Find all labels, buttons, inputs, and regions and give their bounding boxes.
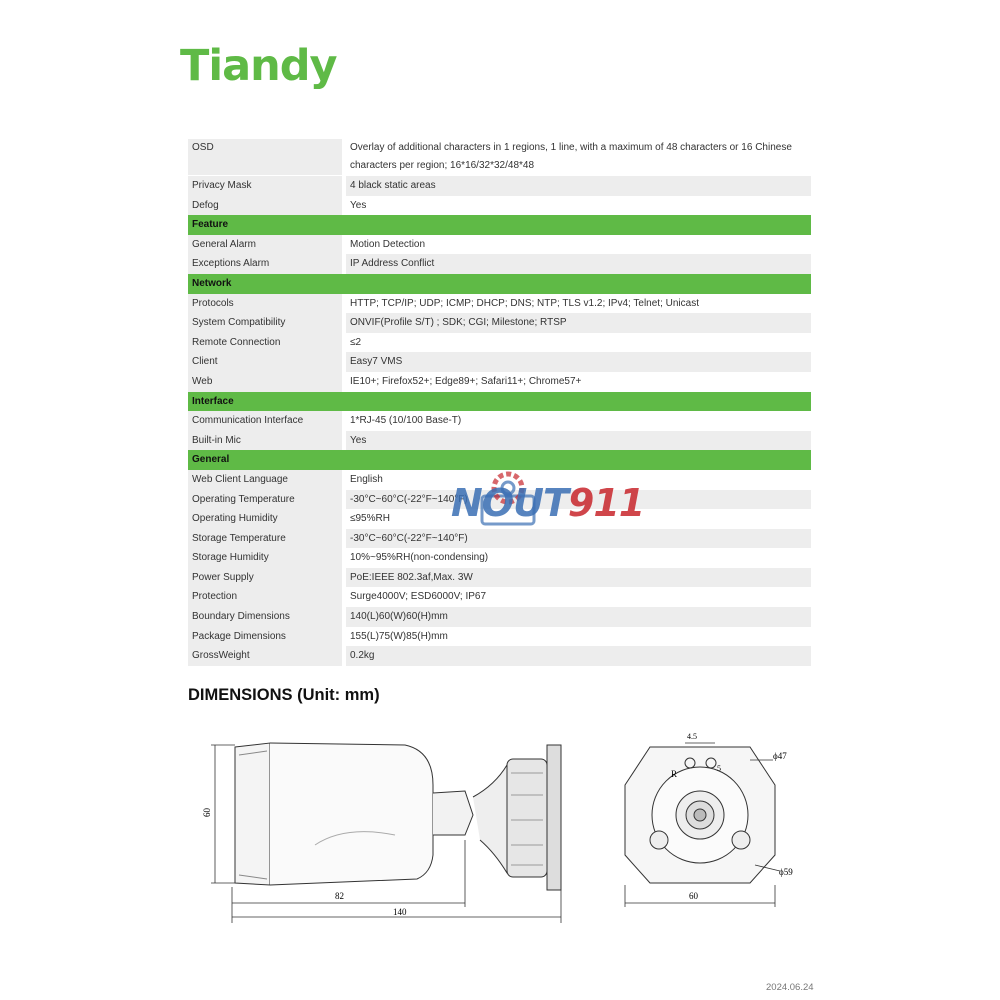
spec-label: System Compatibility bbox=[188, 313, 342, 333]
spec-value: Surge4000V; ESD6000V; IP67 bbox=[350, 591, 487, 603]
spec-row bbox=[188, 333, 811, 353]
spec-value: 0.2kg bbox=[346, 646, 811, 666]
dimensions-title: DIMENSIONS (Unit: mm) bbox=[188, 686, 380, 704]
spec-value: PoE:IEEE 802.3af,Max. 3W bbox=[346, 568, 811, 588]
spec-row bbox=[188, 568, 811, 588]
spec-table bbox=[188, 138, 811, 666]
spec-label: OSD bbox=[188, 139, 342, 175]
dim-front-len-label: 82 bbox=[335, 891, 344, 901]
spec-label: Communication Interface bbox=[188, 411, 342, 431]
dim-outer-dia-label: ϕ59 bbox=[779, 867, 793, 877]
spec-label: Web Client Language bbox=[188, 470, 342, 490]
spec-label: Privacy Mask bbox=[188, 176, 342, 196]
spec-label: Package Dimensions bbox=[188, 627, 342, 647]
spec-label: GrossWeight bbox=[188, 646, 342, 666]
spec-label: Web bbox=[188, 372, 342, 392]
footer-date: 2024.06.24 bbox=[766, 982, 814, 993]
spec-label: Protection bbox=[188, 587, 342, 607]
section-header: Interface bbox=[188, 392, 811, 412]
front-view bbox=[625, 747, 775, 883]
spec-value: -30°C~60°C(-22°F~140°F) bbox=[346, 529, 811, 549]
spec-row bbox=[188, 431, 811, 451]
spec-value: Overlay of additional characters in 1 regions, 1 line, with a maximum of 48 characters or 16 Chinese characters per region; 16*16/32*32/48*48 bbox=[350, 142, 792, 171]
spec-row bbox=[188, 627, 811, 647]
spec-value: 4 black static areas bbox=[346, 176, 811, 196]
spec-label: Protocols bbox=[188, 294, 342, 314]
section-header: General bbox=[188, 450, 811, 470]
spec-row bbox=[188, 529, 811, 549]
spec-value: 10%~95%RH(non-condensing) bbox=[350, 552, 489, 564]
spec-value: ≤2 bbox=[350, 336, 362, 348]
spec-value: 140(L)60(W)60(H)mm bbox=[346, 607, 811, 627]
spec-row bbox=[188, 587, 811, 607]
section-header: Feature bbox=[188, 215, 811, 235]
dim-r-mark: R bbox=[671, 769, 678, 779]
dim-height-label: 60 bbox=[202, 808, 212, 817]
spec-label: General Alarm bbox=[188, 235, 342, 255]
spec-value: HTTP; TCP/IP; UDP; ICMP; DHCP; DNS; NTP; TLS v1.2; IPv4; Telnet; Unicast bbox=[350, 297, 699, 309]
spec-row bbox=[188, 352, 811, 372]
spec-row bbox=[188, 372, 811, 392]
spec-row bbox=[188, 548, 811, 568]
spec-value: Yes bbox=[350, 199, 367, 211]
spec-label: Boundary Dimensions bbox=[188, 607, 342, 627]
spec-label: Exceptions Alarm bbox=[188, 254, 342, 274]
spec-label: Defog bbox=[188, 196, 342, 216]
spec-row bbox=[188, 294, 811, 314]
spec-row bbox=[188, 254, 811, 274]
spec-row bbox=[188, 313, 811, 333]
spec-value: 155(L)75(W)85(H)mm bbox=[350, 630, 448, 642]
dim-screw-side-label: 5 bbox=[717, 764, 721, 773]
spec-value: ONVIF(Profile S/T) ; SDK; CGI; Milestone; RTSP bbox=[346, 313, 811, 333]
spec-label: Storage Humidity bbox=[188, 548, 342, 568]
spec-value: 1*RJ-45 (10/100 Base-T) bbox=[350, 415, 462, 427]
spec-row bbox=[188, 138, 811, 176]
section-header: Network bbox=[188, 274, 811, 294]
spec-value: IE10+; Firefox52+; Edge89+; Safari11+; Chrome57+ bbox=[350, 375, 582, 387]
dimension-drawing bbox=[195, 725, 805, 925]
spec-value: Yes bbox=[346, 431, 811, 451]
dim-total-len-label: 140 bbox=[393, 907, 407, 917]
spec-label: Operating Temperature bbox=[188, 490, 342, 510]
brand-logo: Tiandy bbox=[180, 41, 337, 91]
spec-row bbox=[188, 646, 811, 666]
watermark-text: NOUT911 bbox=[451, 481, 645, 525]
spec-row bbox=[188, 411, 811, 431]
spec-value: Easy7 VMS bbox=[346, 352, 811, 372]
spec-value: -30°C~60°C(-22°F~140°F) bbox=[346, 490, 811, 510]
spec-row bbox=[188, 607, 811, 627]
spec-label: Storage Temperature bbox=[188, 529, 342, 549]
dim-inner-dia-label: ϕ47 bbox=[773, 751, 787, 761]
spec-value: English bbox=[350, 473, 383, 485]
spec-value: Motion Detection bbox=[350, 238, 426, 250]
side-view bbox=[235, 743, 561, 890]
spec-row bbox=[188, 176, 811, 196]
dim-base-width-label: 60 bbox=[689, 891, 698, 901]
spec-label: Operating Humidity bbox=[188, 509, 342, 529]
spec-row bbox=[188, 196, 811, 216]
spec-label: Remote Connection bbox=[188, 333, 342, 353]
spec-value: ≤95%RH bbox=[350, 513, 390, 525]
spec-label: Power Supply bbox=[188, 568, 342, 588]
dim-screw-label: 4.5 bbox=[687, 732, 697, 741]
spec-label: Built-in Mic bbox=[188, 431, 342, 451]
spec-value: IP Address Conflict bbox=[346, 254, 811, 274]
spec-row bbox=[188, 235, 811, 255]
spec-label: Client bbox=[188, 352, 342, 372]
